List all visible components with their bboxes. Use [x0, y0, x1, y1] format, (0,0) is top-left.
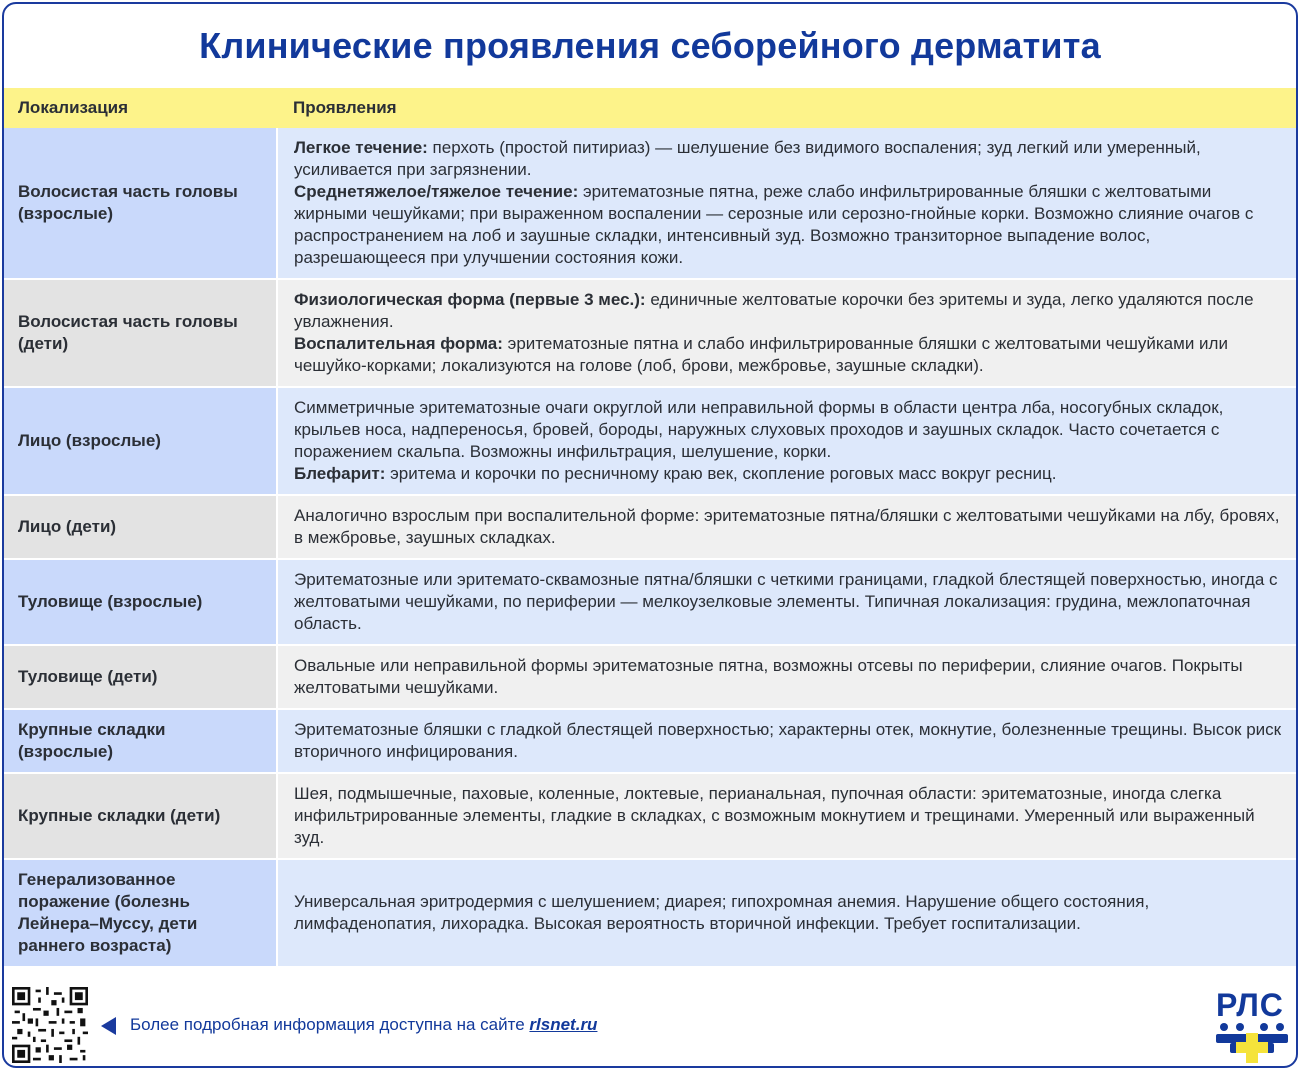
table-row: [4, 128, 1296, 279]
rls-logo: [1212, 983, 1292, 1063]
paragraph-text: эритематозные пятна и слабо инфильтрированные бляшки с желтоватыми чешуйками или чешуйко-корками; локализуются на голове (лоб, брови, межбровье, заушные складки).: [294, 334, 1228, 375]
paragraph-text: Шея, подмышечные, паховые, коленные, локтевые, перианальная, пупочная области: эритематозные, иногда слегка инфильтрированные элементы, гладкие в складках, с возможным мокнутием и трещинами. Умеренный или выраженный зуд.: [294, 784, 1255, 847]
paragraph-text: Симметричные эритематозные очаги округлой или неправильной формы в области центра лба, носогубных складок, крыльев носа, надпереносья, бровей, бороды, наружных слуховых проходов и заушных складок. Часто сочетается с поражением скальпа. Возможны инфильтрация, шелушение, корки.: [294, 398, 1224, 461]
paragraph: [294, 783, 1284, 849]
paragraph: [294, 569, 1284, 635]
paragraph: [294, 719, 1284, 763]
manifestation-cell: [277, 495, 1296, 559]
location-cell: Лицо (дети): [4, 495, 277, 559]
paragraph-bold: Легкое течение:: [294, 138, 428, 157]
pointer-arrow-icon: [101, 1017, 116, 1035]
paragraph: [294, 655, 1284, 699]
location-cell: Лицо (взрослые): [4, 387, 277, 495]
footer: [4, 969, 1296, 1066]
qr-code-icon[interactable]: [12, 987, 88, 1063]
table-row: [4, 859, 1296, 967]
rls-logo-people-icon: [1212, 1023, 1292, 1063]
paragraph: [294, 333, 1284, 377]
footer-note-text: Более подробная информация доступна на сайте: [130, 1015, 530, 1034]
paragraph-bold: Воспалительная форма:: [294, 334, 503, 353]
column-header-location: Локализация: [4, 88, 277, 128]
paragraph: [294, 505, 1284, 549]
paragraph-text: Аналогично взрослым при воспалительной форме: эритематозные пятна/бляшки с желтоватыми чешуйками на лбу, бровях, в межбровье, заушных складках.: [294, 506, 1280, 547]
paragraph: [294, 397, 1284, 463]
paragraph-text: единичные желтоватые корочки без эритемы и зуда, легко удаляются после увлажнения.: [294, 290, 1254, 331]
paragraph-text: перхоть (простой питириаз) — шелушение без видимого воспаления; зуд легкий или умеренный, усиливается при загрязнении.: [294, 138, 1201, 179]
paragraph-text: Универсальная эритродермия с шелушением; диарея; гипохромная анемия. Нарушение общего состояния, лимфаденопатия, лихорадка. Высокая вероятность вторичной инфекции. Требует госпитализации.: [294, 892, 1150, 933]
location-cell: Волосистая часть головы (дети): [4, 279, 277, 387]
paragraph: [294, 181, 1284, 269]
table-row: [4, 387, 1296, 495]
location-cell: Волосистая часть головы (взрослые): [4, 128, 277, 279]
paragraph-text: Эритематозные или эритемато-сквамозные пятна/бляшки с четкими границами, гладкой блестящей поверхностью, иногда с желтоватыми чешуйками, по периферии — мелкоузелковые элементы. Типичная локализация: грудина, межлопаточная область.: [294, 570, 1278, 633]
table-row: [4, 773, 1296, 859]
paragraph-text: Овальные или неправильной формы эритематозные пятна, возможны отсевы по периферии, слияние очагов. Покрыты желтоватыми чешуйками.: [294, 656, 1243, 697]
manifestation-cell: [277, 279, 1296, 387]
table-row: [4, 279, 1296, 387]
infographic-frame: [2, 2, 1298, 1068]
paragraph: [294, 289, 1284, 333]
location-cell: Крупные складки (взрослые): [4, 709, 277, 773]
paragraph-bold: Блефарит:: [294, 464, 386, 483]
manifestation-cell: [277, 859, 1296, 967]
location-cell: Крупные складки (дети): [4, 773, 277, 859]
footer-note: [130, 1015, 597, 1035]
table-header-row: [4, 88, 1296, 128]
manifestation-cell: [277, 559, 1296, 645]
manifestation-cell: [277, 387, 1296, 495]
paragraph-bold: Физиологическая форма (первые 3 мес.):: [294, 290, 646, 309]
location-cell: Туловище (взрослые): [4, 559, 277, 645]
table-row: [4, 709, 1296, 773]
manifestation-cell: [277, 709, 1296, 773]
page-title: Клинические проявления себорейного дерматита: [199, 25, 1101, 66]
table-row: [4, 559, 1296, 645]
paragraph: [294, 891, 1284, 935]
paragraph: [294, 137, 1284, 181]
table-row: [4, 495, 1296, 559]
paragraph-text: эритема и корочки по ресничному краю век, скопление роговых масс вокруг ресниц.: [385, 464, 1057, 483]
column-header-manifestations: Проявления: [277, 88, 1296, 128]
rls-logo-text: РЛС: [1216, 987, 1284, 1023]
manifestation-cell: [277, 773, 1296, 859]
manifestations-table: [4, 88, 1296, 968]
paragraph-text: Эритематозные бляшки с гладкой блестящей поверхностью; характерны отек, мокнутие, болезненные трещины. Высок риск вторичного инфицирования.: [294, 720, 1282, 761]
rlsnet-link[interactable]: rlsnet.ru: [529, 1015, 598, 1034]
manifestation-cell: [277, 128, 1296, 279]
paragraph-bold: Среднетяжелое/тяжелое течение:: [294, 182, 579, 201]
manifestation-cell: [277, 645, 1296, 709]
location-cell: Генерализованное поражение (болезнь Лейнера–Муссу, дети раннего возраста): [4, 859, 277, 967]
paragraph: [294, 463, 1284, 485]
paragraph-text: эритематозные пятна, реже слабо инфильтрированные бляшки с желтоватыми жирными чешуйками; при выраженном воспалении — серозные или серозно-гнойные корки. Возможно слияние очагов с распространением на лоб и заушные складки, интенсивный зуд. Возможно транзиторное выпадение волос, разрешающееся при улучшении состояния кожи.: [294, 182, 1254, 267]
location-cell: Туловище (дети): [4, 645, 277, 709]
table-row: [4, 645, 1296, 709]
